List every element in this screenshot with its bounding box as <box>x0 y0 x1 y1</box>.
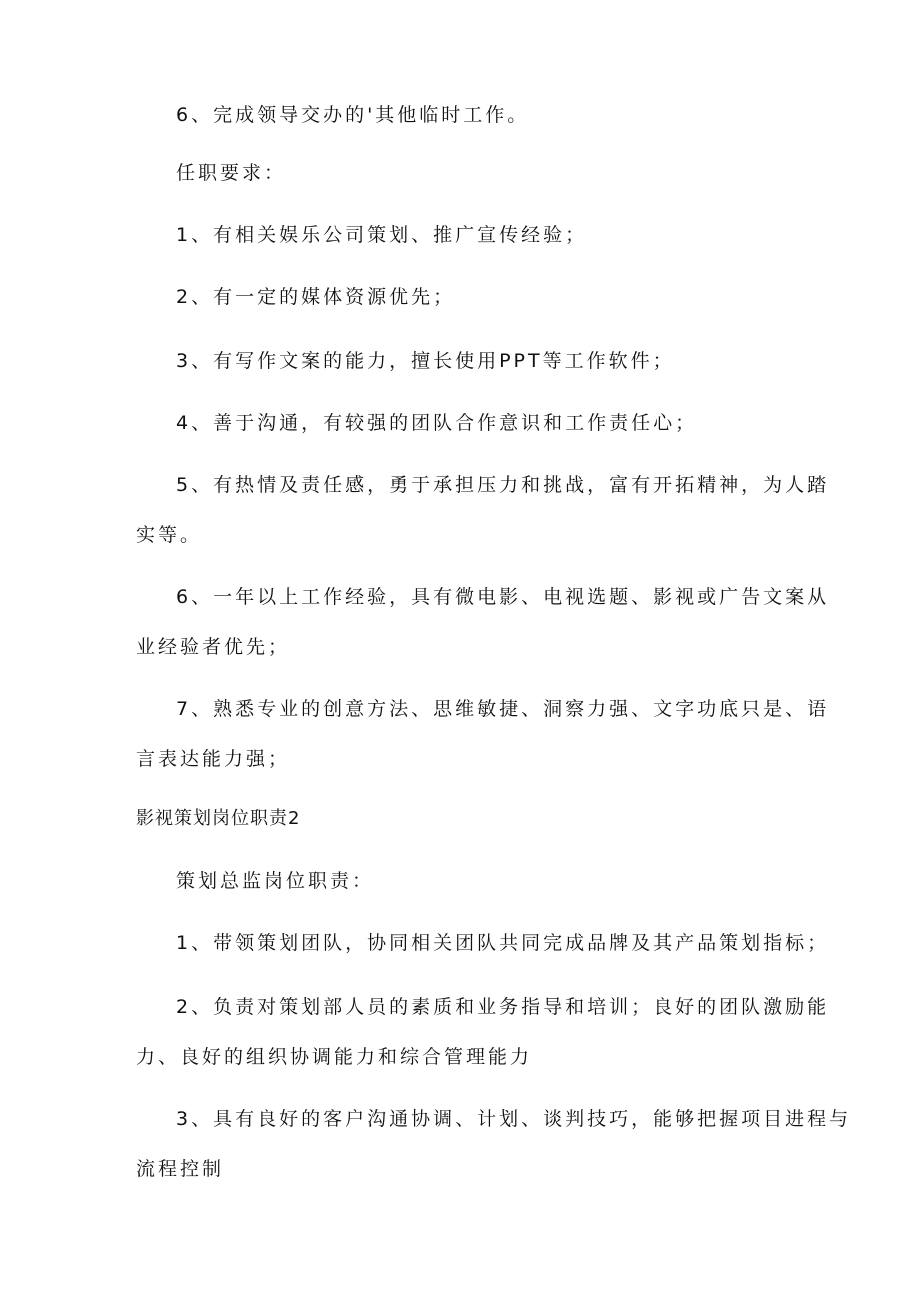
requirement-item-4-line-1: 4、善于沟通，有较强的团队合作意识和工作责任心； <box>176 412 698 434</box>
director-duty-item-1-line-1: 1、带领策划团队，协同相关团队共同完成品牌及其产品策划指标； <box>176 932 830 954</box>
duty-item-6 <box>176 88 529 142</box>
director-duty-item-1 <box>176 916 829 970</box>
section-title-text: 影视策划岗位职责2 <box>136 808 301 829</box>
requirement-item-6-line-1: 6、一年以上工作经验，具有微电影、电视选题、影视或广告文案从 <box>176 586 830 608</box>
requirements-heading <box>176 146 286 200</box>
director-duty-item-2-line-2: 力、良好的组织协调能力和综合管理能力 <box>136 1046 533 1068</box>
duty-item-6-line-1: 6、完成领导交办的'其他临时工作。 <box>176 104 530 126</box>
requirement-item-3-line-1: 3、有写作文案的能力，擅长使用PPT等工作软件； <box>176 350 675 372</box>
requirement-item-5-line-1: 5、有热情及责任感，勇于承担压力和挑战，富有开拓精神，为人踏 <box>176 474 830 496</box>
requirement-item-7-line-2: 言表达能力强； <box>136 748 291 770</box>
section-title <box>136 792 300 846</box>
requirement-item-2 <box>176 270 455 324</box>
requirement-item-2-line-1: 2、有一定的媒体资源优先； <box>176 286 456 308</box>
director-duties-heading <box>176 854 374 908</box>
requirement-item-6-line-2: 业经验者优先； <box>136 636 291 658</box>
requirement-item-4 <box>176 396 697 450</box>
director-duties-heading-text: 策划总监岗位职责： <box>176 870 375 892</box>
director-duty-item-3-line-2: 流程控制 <box>136 1158 225 1180</box>
director-duty-item-2-line-1: 2、负责对策划部人员的素质和业务指导和培训；良好的团队激励能 <box>176 996 830 1018</box>
requirement-item-1-line-1: 1、有相关娱乐公司策划、推广宣传经验； <box>176 224 588 246</box>
requirement-item-3 <box>176 334 675 388</box>
requirement-item-7-line-1: 7、熟悉专业的创意方法、思维敏捷、洞察力强、文字功底只是、语 <box>176 698 830 720</box>
requirements-heading-text: 任职要求： <box>176 162 287 184</box>
requirement-item-5-line-2: 实等。 <box>136 524 203 546</box>
requirement-item-1 <box>176 208 587 262</box>
director-duty-item-3-line-1: 3、具有良好的客户沟通协调、计划、谈判技巧，能够把握项目进程与 <box>176 1108 852 1130</box>
